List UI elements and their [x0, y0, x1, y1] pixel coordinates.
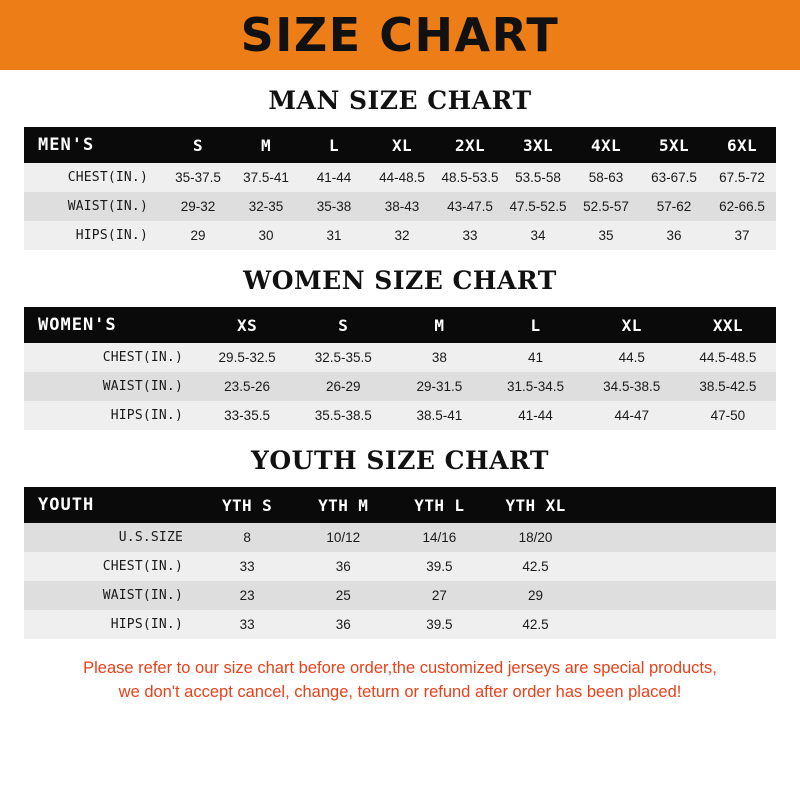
table-cell: 38.5-42.5 — [699, 379, 757, 394]
table-cell: 37 — [734, 228, 750, 243]
column-header — [584, 487, 680, 523]
table-cell: 47-50 — [710, 408, 746, 423]
table-row — [24, 401, 776, 430]
table-cell: 29 — [190, 228, 206, 243]
table-cell: 36 — [666, 228, 682, 243]
column-header: M — [260, 135, 272, 155]
table-header-row — [24, 307, 776, 343]
table-cell — [680, 552, 776, 581]
table-cell — [680, 610, 776, 639]
page-title: SIZE CHART — [240, 8, 560, 62]
column-header-label: YOUTH — [38, 495, 95, 515]
table-header-row — [24, 127, 776, 163]
table-cell: 42.5 — [522, 559, 549, 574]
table-cell: 14/16 — [422, 530, 457, 545]
table-cell: 33 — [239, 617, 255, 632]
table-cell: 29 — [528, 588, 544, 603]
table-row — [24, 163, 776, 192]
column-header: YTH L — [414, 495, 465, 515]
table-cell: 37.5-41 — [243, 170, 289, 185]
table-cell: 34 — [530, 228, 546, 243]
table-row — [24, 372, 776, 401]
table-cell: 53.5-58 — [515, 170, 561, 185]
table-cell: 43-47.5 — [447, 199, 493, 214]
table-cell: 38.5-41 — [416, 408, 463, 423]
table-cell: 35-37.5 — [175, 170, 221, 185]
section-title-youth: YOUTH SIZE CHART — [251, 446, 549, 475]
table-cell: 35-38 — [316, 199, 352, 214]
row-label: WAIST(IN.) — [102, 588, 183, 603]
section-women-size-chart — [0, 266, 800, 430]
column-header: YTH XL — [505, 495, 566, 515]
column-header: YTH S — [221, 495, 273, 515]
table-header-row — [24, 487, 776, 523]
column-header: S — [338, 315, 349, 335]
table-row — [24, 610, 776, 639]
table-cell: 52.5-57 — [583, 199, 629, 214]
table-cell — [584, 552, 680, 581]
section-title-man: MAN SIZE CHART — [268, 86, 532, 115]
table-cell: 30 — [258, 228, 274, 243]
table-cell: 32.5-35.5 — [314, 350, 372, 365]
women-size-table — [24, 307, 776, 430]
table-row — [24, 192, 776, 221]
row-label: WAIST(IN.) — [102, 379, 183, 394]
column-header: M — [434, 315, 445, 335]
table-cell: 23 — [239, 588, 255, 603]
table-cell: 42.5 — [522, 617, 549, 632]
table-cell: 57-62 — [656, 199, 692, 214]
table-cell: 44.5-48.5 — [699, 350, 757, 365]
column-header: L — [530, 315, 541, 335]
table-cell: 8 — [243, 530, 251, 545]
table-cell: 39.5 — [426, 617, 453, 632]
row-label: HIPS(IN.) — [110, 617, 183, 632]
table-cell: 63-67.5 — [651, 170, 697, 185]
table-cell: 25 — [335, 588, 351, 603]
table-row — [24, 343, 776, 372]
column-header: 5XL — [658, 135, 690, 155]
table-cell: 35.5-38.5 — [314, 408, 372, 423]
row-label: WAIST(IN.) — [67, 199, 148, 214]
column-header: XS — [237, 315, 258, 335]
youth-size-table — [24, 487, 776, 639]
row-label: CHEST(IN.) — [102, 350, 183, 365]
row-label: HIPS(IN.) — [110, 408, 183, 423]
table-cell: 34.5-38.5 — [603, 379, 661, 394]
column-header: 6XL — [726, 135, 758, 155]
table-cell: 31.5-34.5 — [507, 379, 565, 394]
table-cell: 32-35 — [248, 199, 284, 214]
column-header: XL — [391, 135, 413, 155]
table-cell: 33 — [239, 559, 255, 574]
table-cell: 44-47 — [614, 408, 649, 423]
column-header: XXL — [712, 315, 743, 335]
row-label: CHEST(IN.) — [102, 559, 183, 574]
column-header: L — [328, 135, 340, 155]
section-youth-size-chart — [0, 446, 800, 639]
row-label: HIPS(IN.) — [75, 228, 148, 243]
page-banner — [0, 0, 800, 70]
column-header-label: MEN'S — [38, 135, 95, 155]
row-label: CHEST(IN.) — [67, 170, 148, 185]
column-header: YTH M — [318, 495, 369, 515]
column-header: S — [192, 135, 204, 155]
table-cell: 44.5 — [618, 350, 645, 365]
table-cell: 58-63 — [588, 170, 624, 185]
table-cell: 62-66.5 — [719, 199, 765, 214]
table-cell: 41-44 — [518, 408, 553, 423]
table-cell — [584, 610, 680, 639]
man-size-table — [24, 127, 776, 250]
table-cell: 32 — [394, 228, 410, 243]
table-cell: 10/12 — [326, 530, 361, 545]
table-cell: 18/20 — [518, 530, 553, 545]
table-cell: 36 — [335, 617, 351, 632]
table-cell: 38 — [431, 350, 447, 365]
row-label: U.S.SIZE — [118, 530, 183, 545]
table-cell — [584, 523, 680, 552]
table-cell — [680, 581, 776, 610]
table-cell: 36 — [335, 559, 351, 574]
column-header: 3XL — [522, 135, 554, 155]
table-cell: 29-31.5 — [416, 379, 463, 394]
table-cell: 48.5-53.5 — [441, 170, 499, 185]
table-cell: 33-35.5 — [224, 408, 270, 423]
table-cell: 35 — [598, 228, 614, 243]
table-row — [24, 581, 776, 610]
table-cell: 29-32 — [180, 199, 216, 214]
table-row — [24, 221, 776, 250]
footer-line-1: Please refer to our size chart before order,the customized jerseys are special products, — [83, 659, 717, 677]
section-title-women: WOMEN SIZE CHART — [243, 266, 557, 295]
table-cell: 33 — [462, 228, 478, 243]
column-header: 4XL — [590, 135, 622, 155]
table-cell: 23.5-26 — [224, 379, 270, 394]
table-cell: 31 — [326, 228, 342, 243]
column-header: 2XL — [454, 135, 486, 155]
table-cell: 67.5-72 — [719, 170, 765, 185]
table-cell — [584, 581, 680, 610]
table-cell: 38-43 — [384, 199, 420, 214]
table-cell: 26-29 — [325, 379, 361, 394]
footer-disclaimer — [0, 657, 800, 705]
table-cell: 39.5 — [426, 559, 453, 574]
column-header — [680, 487, 776, 523]
table-cell: 47.5-52.5 — [509, 199, 567, 214]
column-header: XL — [621, 315, 642, 335]
section-man-size-chart — [0, 86, 800, 250]
table-row — [24, 552, 776, 581]
table-cell: 29.5-32.5 — [218, 350, 276, 365]
footer-line-2: we don't accept cancel, change, teturn or refund after order has been placed! — [118, 682, 682, 701]
table-cell: 41-44 — [316, 170, 352, 185]
table-cell — [680, 523, 776, 552]
table-cell: 27 — [431, 588, 447, 603]
table-cell: 44-48.5 — [379, 170, 425, 185]
table-cell: 41 — [528, 350, 544, 365]
column-header-label: WOMEN'S — [38, 315, 117, 335]
table-row — [24, 523, 776, 552]
